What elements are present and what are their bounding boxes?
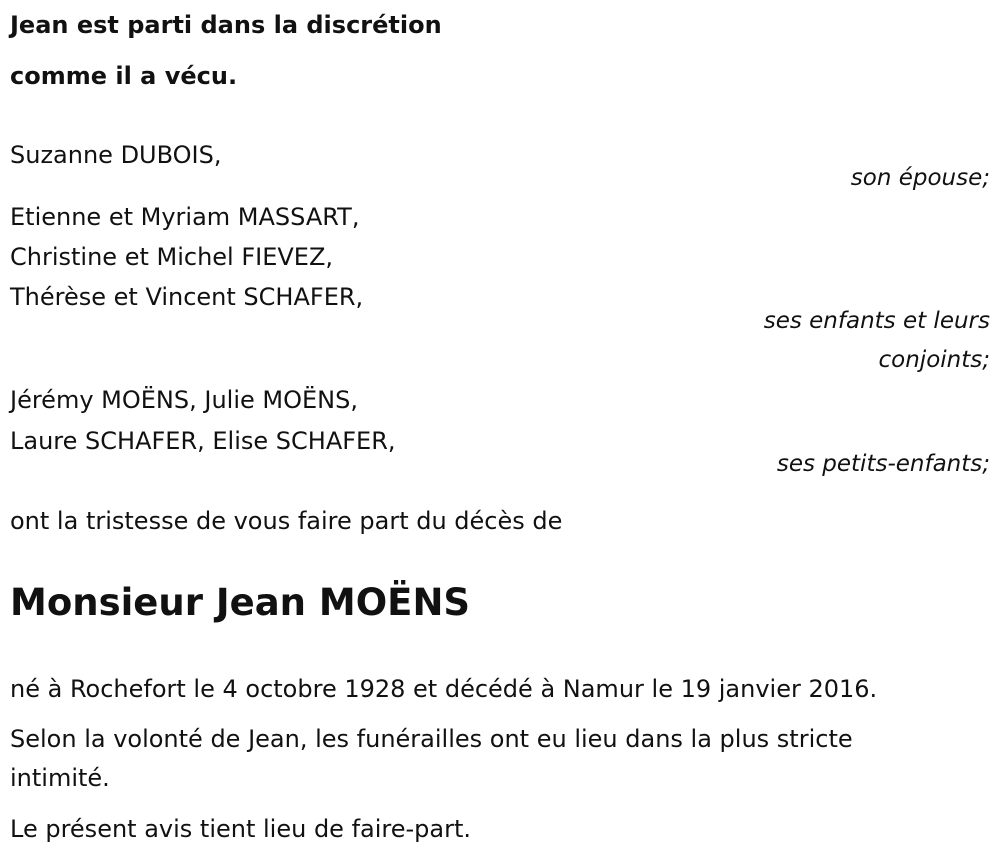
announcement-text: ont la tristesse de vous faire part du décès de [10,507,563,535]
children-relation-line-1: ses enfants et leurs [763,308,990,334]
deceased-name: Monsieur Jean MOËNS [10,581,471,624]
child-couple-3: Thérèse et Vincent SCHAFER, [10,283,364,311]
grandchildren-relation: ses petits-enfants; [776,451,990,477]
child-couple-1: Etienne et Myriam MASSART, [10,203,360,231]
children-relation-line-2: conjoints; [878,347,990,373]
spouse-relation: son épouse; [850,165,990,191]
spouse-name: Suzanne DUBOIS, [10,141,222,169]
birth-death-details: né à Rochefort le 4 octobre 1928 et décédé à Namur le 19 janvier 2016. [10,675,878,703]
grandchildren-line-1: Jérémy MOËNS, Julie MOËNS, [10,386,358,414]
grandchildren-line-2: Laure SCHAFER, Elise SCHAFER, [10,427,396,455]
intro-line-1: Jean est parti dans la discrétion [10,11,442,39]
funeral-details-line-2: intimité. [10,764,110,792]
notice-text: Le présent avis tient lieu de faire-part. [10,815,472,843]
child-couple-2: Christine et Michel FIEVEZ, [10,243,334,271]
intro-line-2: comme il a vécu. [10,62,238,90]
funeral-details-line-1: Selon la volonté de Jean, les funérailles ont eu lieu dans la plus stricte [10,725,853,753]
